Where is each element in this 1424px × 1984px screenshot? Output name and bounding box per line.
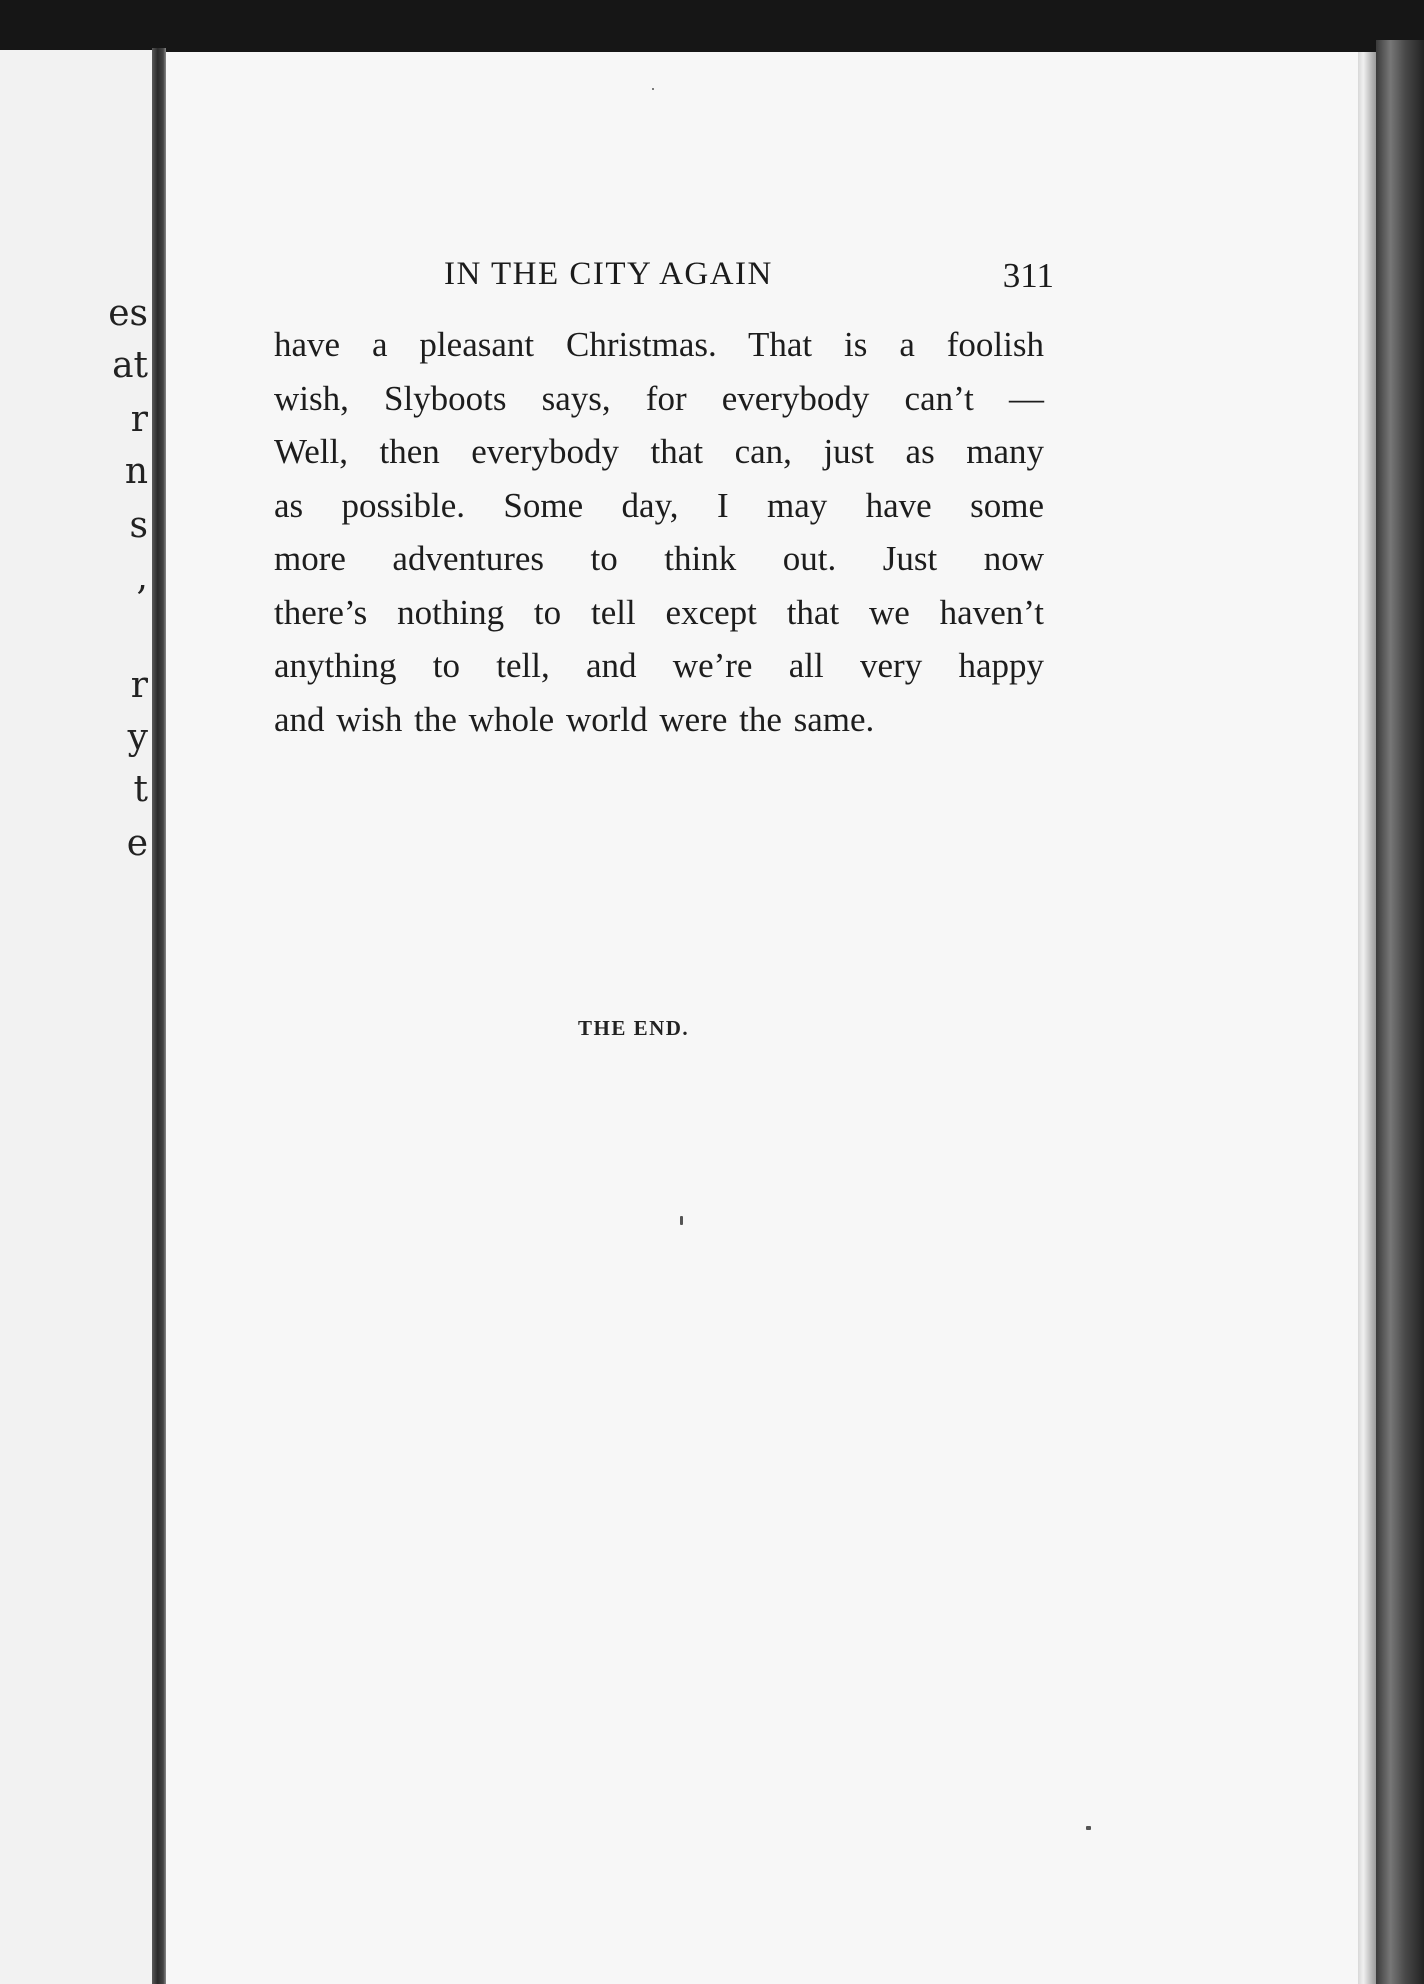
text-line: and wish the whole world were the same. — [274, 699, 875, 739]
previous-page-fragment: n — [124, 451, 148, 492]
running-head-title: IN THE CITY AGAIN — [444, 256, 773, 292]
page-number: 311 — [1002, 256, 1054, 295]
body-text — [274, 318, 1044, 746]
scan-speck — [1086, 1826, 1091, 1830]
text-line: Well, then everybody that can, just as many — [274, 432, 1044, 471]
text-line: have a pleasant Christmas. That is a foolish — [274, 325, 1044, 364]
previous-page-fragment: es — [108, 293, 148, 334]
scan-speck — [680, 1216, 683, 1225]
text-line: more adventures to think out. Just now — [274, 539, 1044, 578]
page-edge — [1358, 52, 1376, 1984]
text-line: wish, Slyboots says, for everybody can’t — — [274, 378, 1044, 418]
previous-page-fragment: , — [136, 557, 148, 598]
previous-page-fragment: e — [126, 823, 148, 864]
previous-page-fragment: r — [130, 665, 148, 706]
running-head — [274, 256, 1054, 300]
text-line: as possible. Some day, I may have some — [274, 485, 1044, 525]
text-line: there’s nothing to tell except that we haven’t — [274, 592, 1044, 632]
previous-page-edge — [0, 50, 158, 1984]
previous-page-fragment: at — [112, 345, 148, 386]
the-end-marker: THE END. — [578, 1016, 690, 1040]
book-cover-edge — [1376, 40, 1424, 1984]
previous-page-fragment: r — [130, 399, 148, 440]
text-line: anything to tell, and we’re all very happy — [274, 646, 1044, 685]
previous-page-fragment: y — [127, 717, 148, 758]
scan-speck — [652, 88, 654, 90]
previous-page-fragment: s — [129, 505, 148, 546]
book-gutter — [152, 48, 166, 1984]
previous-page-fragment: t — [133, 769, 148, 810]
